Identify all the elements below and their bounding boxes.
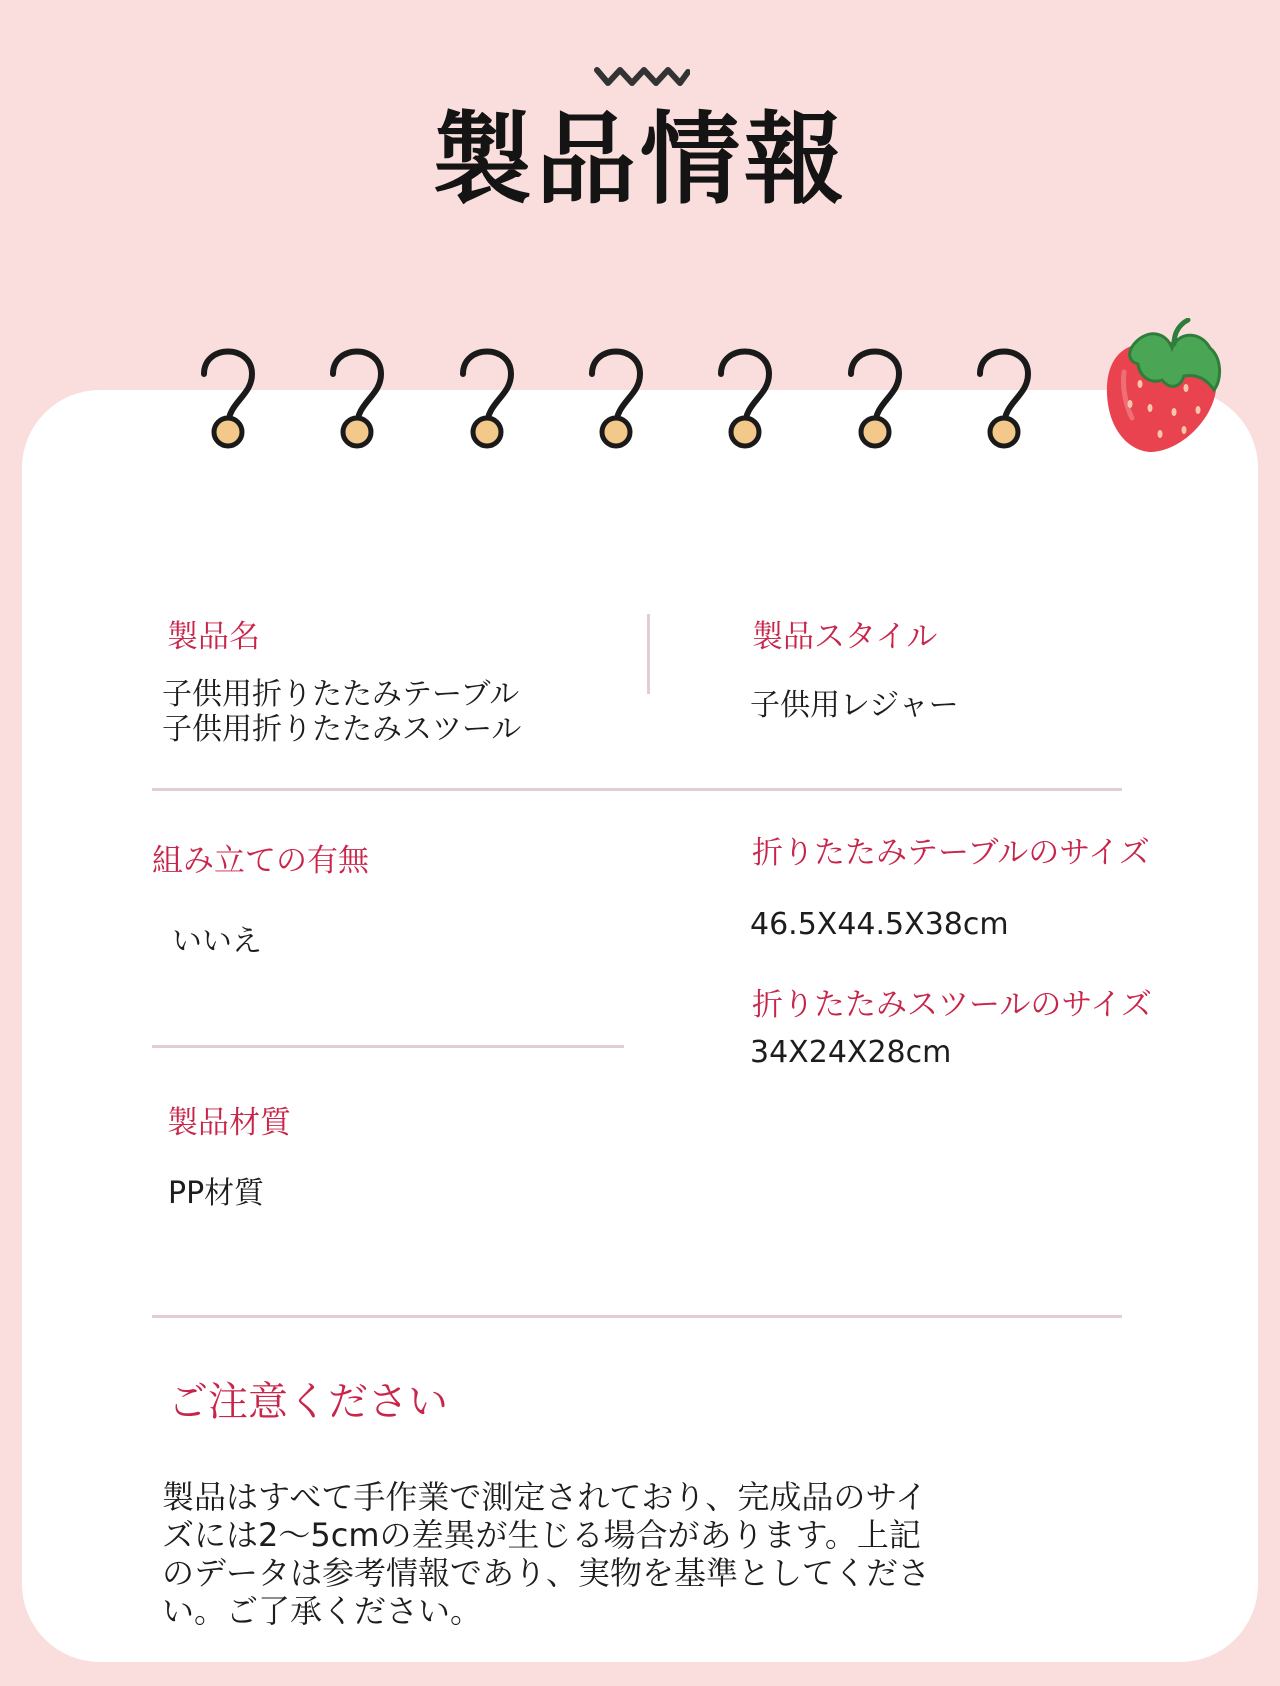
binder-rings	[0, 340, 1280, 460]
page-title: 製品情報	[432, 101, 848, 218]
binder-ring-icon	[721, 352, 769, 447]
notice-body: 製品はすべて手作業で測定されており、完成品のサイ ズには2～5cmの差異が生じる場合があります。上記 のデータは参考情報であり、実物を基準としてくださ い。ご了承ください。	[162, 1478, 931, 1630]
value-assembly: いいえ	[172, 924, 262, 959]
value-product-style: 子供用レジャー	[750, 688, 959, 723]
label-material: 製品材質	[167, 1105, 291, 1141]
value-material: PP材質	[168, 1176, 265, 1211]
label-stool-size: 折りたたみスツールのサイズ	[752, 987, 1152, 1023]
divider-row-1	[152, 788, 1122, 791]
zigzag-icon	[594, 66, 690, 88]
binder-ring-icon	[851, 352, 899, 447]
label-table-size: 折りたたみテーブルのサイズ	[752, 835, 1150, 871]
binder-ring-icon	[333, 352, 381, 447]
binder-ring-icon	[204, 352, 252, 447]
value-table-size: 46.5X44.5X38cm	[750, 907, 1009, 942]
binder-ring-icon	[980, 352, 1028, 447]
value-product-name-2: 子供用折りたたみスツール	[162, 712, 522, 747]
divider-assembly	[152, 1045, 624, 1048]
info-card	[22, 390, 1258, 1662]
divider-row-3	[152, 1315, 1122, 1318]
notice-title: ご注意ください	[168, 1379, 448, 1425]
binder-ring-icon	[463, 352, 511, 447]
label-product-name: 製品名	[167, 619, 260, 655]
strawberry-icon	[1100, 318, 1225, 458]
label-assembly: 組み立ての有無	[152, 843, 369, 879]
value-stool-size: 34X24X28cm	[750, 1035, 952, 1070]
value-product-name-1: 子供用折りたたみテーブル	[162, 677, 520, 712]
label-product-style: 製品スタイル	[752, 619, 938, 655]
column-divider	[647, 614, 650, 694]
binder-ring-icon	[592, 352, 640, 447]
